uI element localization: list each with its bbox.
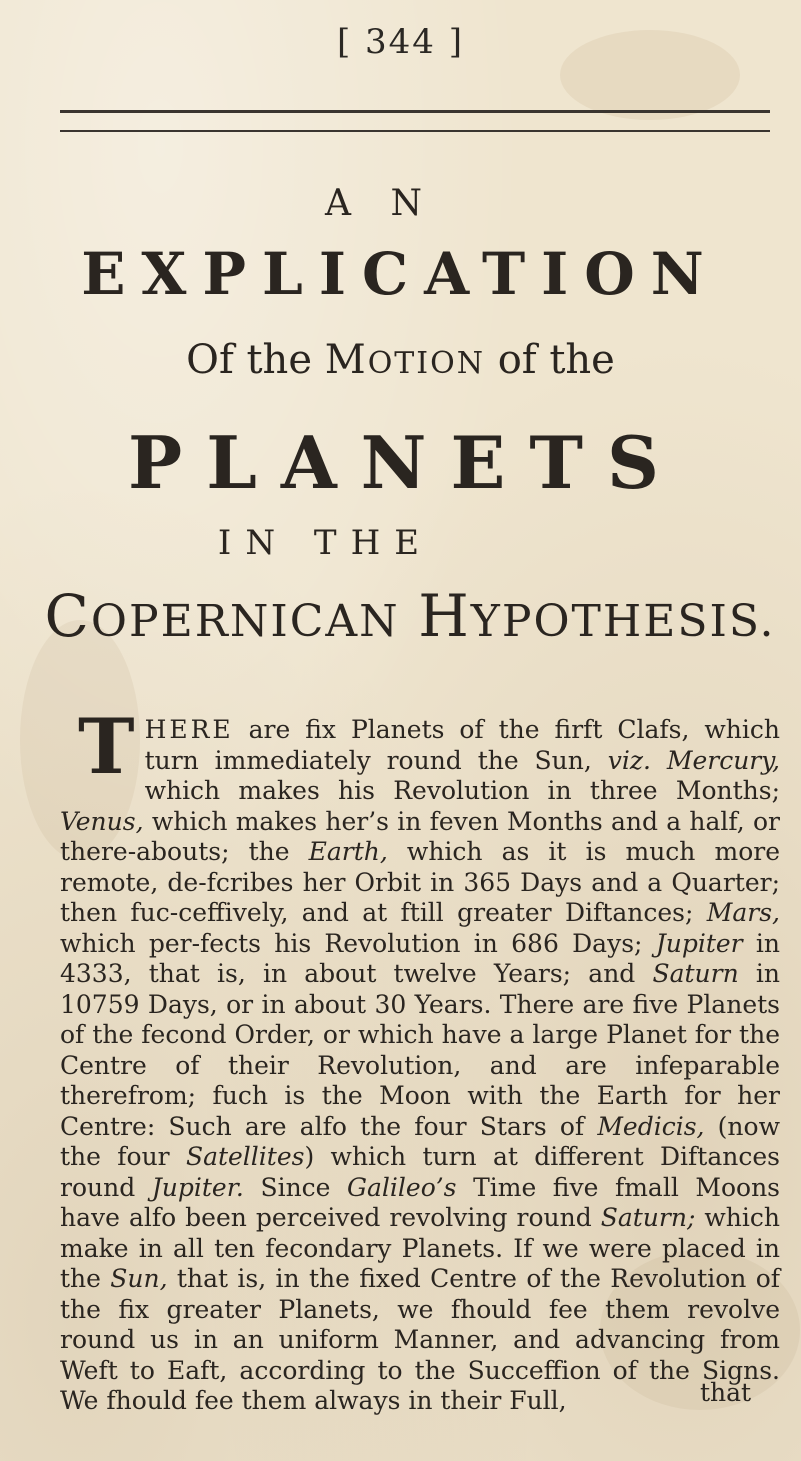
body-text-run: Time five fmall Moons have alfo been perceived revolving round [60, 1172, 780, 1232]
body-italic: Earth, [308, 837, 388, 866]
catchword: that [700, 1378, 752, 1407]
drop-cap: T [78, 702, 135, 791]
body-text-run: ) which turn at different Diftances round [60, 1142, 780, 1202]
body-italic: Galileo’s [347, 1172, 457, 1202]
heading-copernican-hypothesis [40, 582, 780, 650]
heading-hypothesis-h: H [418, 582, 471, 650]
body-text-run: which makes her’s in feven Months and a half, or there-abouts; the [60, 806, 780, 866]
body-italic: Jupiter. [151, 1172, 244, 1202]
heading-copernican-rest: OPERNICAN [90, 596, 400, 647]
body-paragraph [60, 702, 781, 1417]
heading-explication: EXPLICATION [81, 240, 720, 308]
heading-motion-first: M [324, 337, 368, 383]
body-text-run: are fix Planets of the firft Clafs, which turn immediately round the Sun, [144, 715, 780, 775]
body-text-run: (now the four [60, 1111, 780, 1171]
body-italic: Satellites [185, 1142, 305, 1171]
body-lead-word: HERE [144, 715, 234, 744]
body-italic: Saturn [652, 959, 739, 988]
body-italic: Venus, [60, 806, 144, 836]
heading-of-the-2: of the [497, 337, 615, 383]
body-italic: Jupiter [655, 928, 743, 958]
heading-in-the: IN THE [217, 523, 434, 563]
heading-copernican-c: C [44, 582, 91, 650]
body-text-run: which makes his Revolution in three Months; [144, 776, 780, 805]
body-italic: viz. [607, 745, 651, 775]
heading-of-the-1: Of the [186, 337, 312, 383]
body-italic: Mars, [706, 898, 780, 927]
page-number: [ 344 ] [336, 22, 465, 62]
body-text-run: in 10759 Days, or in about 30 Years. There are five Planets of the fecond Order, or which have a large Planet for the Centre of their Revolution, and are infeparable therefrom; fuch is the Moon with the Earth for her Centre: Such are alfo the four Stars of [60, 959, 780, 1141]
heading-motion-rest: OTION [367, 346, 485, 381]
heading-hypothesis-rest: YPOTHESIS. [470, 596, 776, 647]
heading-an: A N [325, 183, 436, 224]
body-text-run: that is, in the fixed Centre of the Revolution of the fix greater Planets, we fhould fee them revolve round us in an uniform Manner, and advancing from Weft to Eaft, according to the Succeffion of the Signs. We fhould fee them always in their Full, [60, 1264, 780, 1415]
body-text-run [651, 746, 667, 775]
body-text-run: which make in all ten fecondary Planets. If we were placed in the [60, 1203, 780, 1293]
body-text-run: which per-fects his Revolution in 686 Days; [60, 928, 656, 958]
body-text-run: Since [243, 1172, 348, 1202]
body-italic: Medicis, [597, 1111, 705, 1141]
body-text-run: which as it is much more remote, de-fcribes her Orbit in 365 Days and a Quarter; then fuc-ceffively, and at ftill greater Diftances; [60, 837, 780, 927]
body-text-run: in 4333, that is, in about twelve Years; and [60, 928, 781, 988]
body-italic: Sun, [110, 1264, 168, 1293]
heading-of-the-motion [0, 337, 801, 383]
body-italic: Mercury, [666, 745, 780, 775]
header-rule-thin [60, 130, 770, 132]
heading-planets: PLANETS [128, 420, 683, 505]
header-rule-thick [60, 110, 770, 113]
body-italic: Saturn; [600, 1203, 696, 1232]
